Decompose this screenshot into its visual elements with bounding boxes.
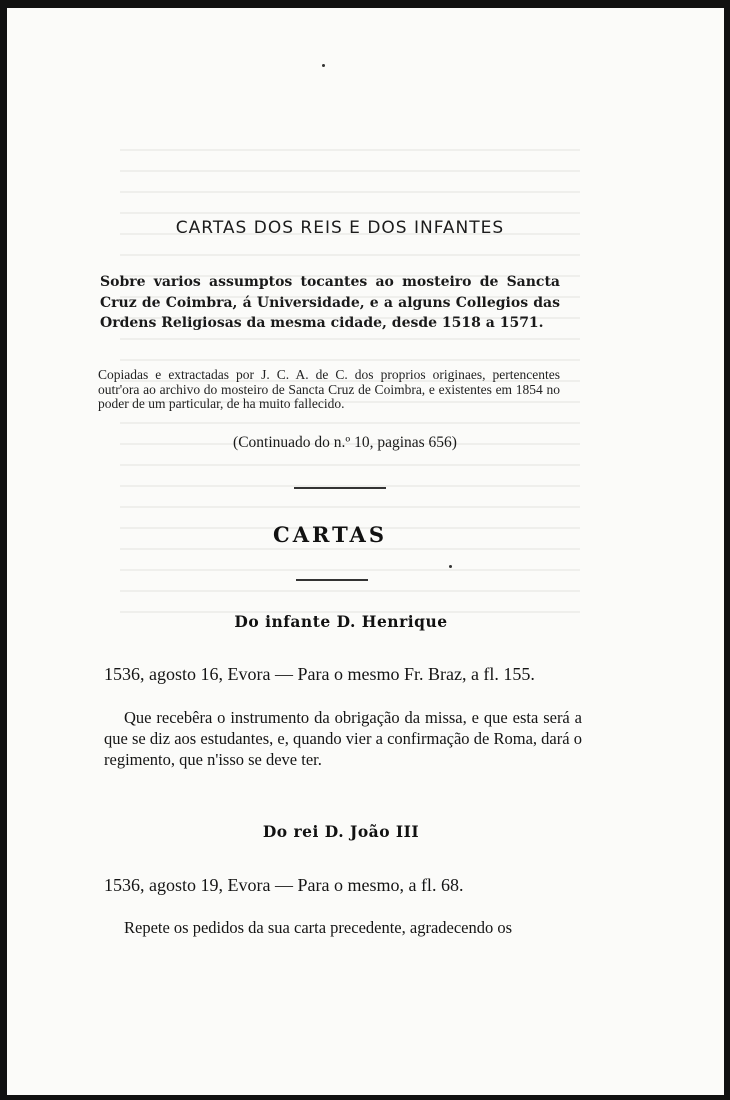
page-heading: CARTAS DOS REIS E DOS INFANTES xyxy=(175,218,505,238)
section-title: CARTAS xyxy=(272,522,388,547)
letter-dateline: 1536, agosto 19, Evora — Para o mesmo, a fl. 68. xyxy=(104,875,464,895)
letter-summary: Repete os pedidos da sua carta precedente, agradecendo os xyxy=(124,918,513,937)
scan-border-bottom xyxy=(0,1095,730,1100)
divider-rule xyxy=(294,487,386,489)
letter-summary: Que recebêra o instrumento da obrigação da missa, e que esta será a que se diz aos estudantes, e, quando vier a confirmação de Roma, dará o regimento, que n'isso se deve ter. xyxy=(104,708,582,769)
divider-rule xyxy=(296,579,368,581)
ink-speck xyxy=(449,565,452,568)
letter-dateline: 1536, agosto 16, Evora — Para o mesmo Fr. Braz, a fl. 155. xyxy=(104,664,535,684)
letter-sender: Do infante D. Henrique xyxy=(234,612,448,631)
scan-border-left xyxy=(0,0,7,1100)
scan-border-right xyxy=(724,0,730,1100)
source-note: Copiadas e extractadas por J. C. A. de C. dos proprios originaes, pertencentes outr'ora ao archivo do mosteiro de Sancta Cruz de Coimbra, e existentes em 1854 no poder de um particular, de ha muito fallecido. xyxy=(98,367,560,411)
continuation-note: (Continuado do n.º 10, paginas 656) xyxy=(233,434,457,451)
scan-border-top xyxy=(0,0,730,8)
collection-description: Sobre varios assumptos tocantes ao mosteiro de Sancta Cruz de Coimbra, á Universidade, e a alguns Collegios das Ordens Religiosas da mesma cidade, desde 1518 a 1571. xyxy=(100,274,560,331)
ink-speck xyxy=(322,64,325,67)
letter-sender: Do rei D. João III xyxy=(262,822,420,841)
